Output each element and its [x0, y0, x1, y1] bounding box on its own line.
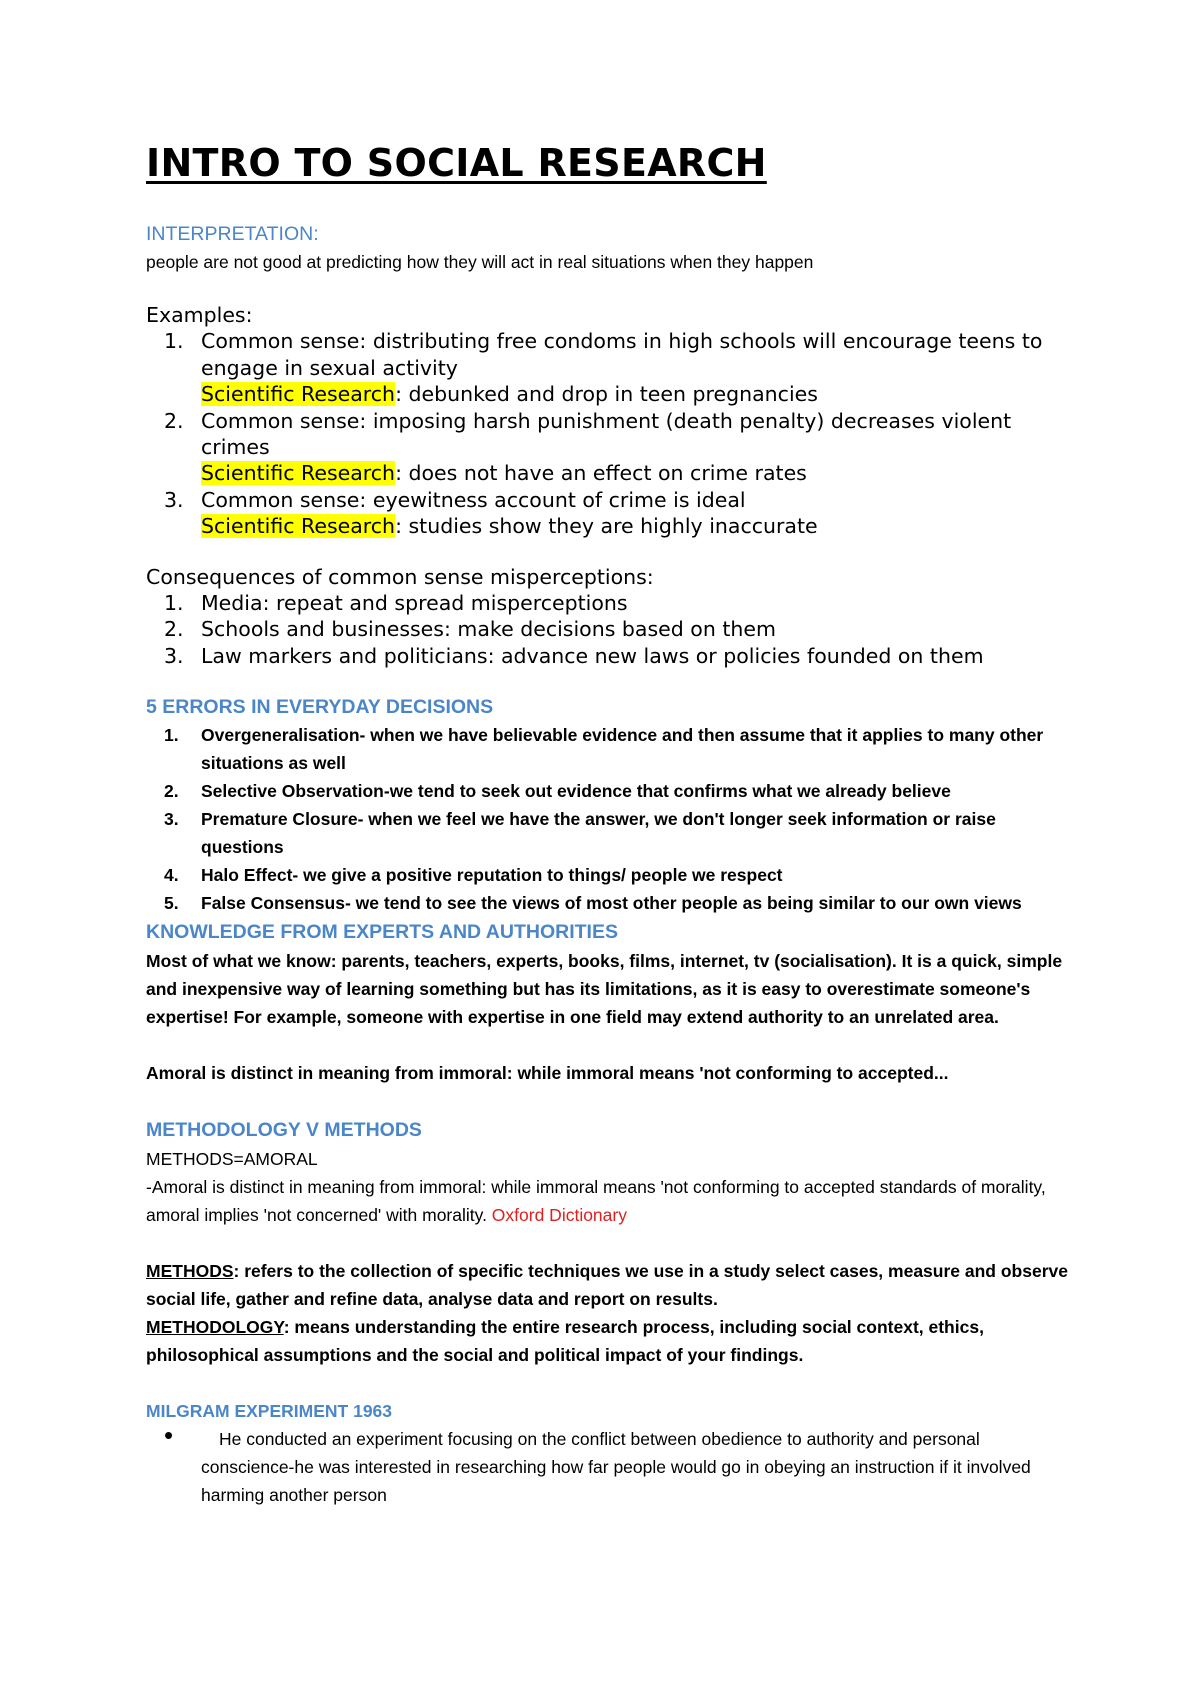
examples-section	[146, 302, 1076, 669]
errors-list	[146, 721, 1076, 917]
error-item: Selective Observation-we tend to seek out evidence that confirms what we already believe	[201, 781, 951, 802]
errors-heading: 5 ERRORS IN EVERYDAY DECISIONS	[146, 696, 494, 719]
consequences-label: Consequences of common sense misperceptions:	[146, 564, 654, 589]
scientific-research-label: Scientific Research	[201, 514, 396, 539]
methodology-label: METHODOLOGY	[146, 1317, 284, 1338]
methodology-heading: METHODOLOGY V METHODS	[146, 1119, 422, 1142]
scientific-research-text: : studies show they are highly inaccurate	[395, 514, 818, 539]
error-item: Premature Closure- when we feel we have the answer, we don't longer seek information or raise questions	[201, 809, 996, 858]
methods-text: : refers to the collection of specific techniques we use in a study select cases, measure and observe social life, gather and refine data, analyse data and report on results.	[146, 1261, 1068, 1310]
milgram-list	[146, 1425, 1076, 1509]
error-item: False Consensus- we tend to see the views of most other people as being similar to our own views	[201, 893, 1022, 914]
milgram-bullet-text: He conducted an experiment focusing on the conflict between obedience to authority and personal conscience-he was interested in researching how far people would go in obeying an instruction if it involved harming another person	[201, 1429, 1031, 1506]
oxford-dictionary-source: Oxford Dictionary	[491, 1205, 627, 1226]
scientific-research-label: Scientific Research	[201, 461, 396, 486]
consequence-item: Law markers and politicians: advance new laws or policies founded on them	[201, 643, 984, 668]
knowledge-heading: KNOWLEDGE FROM EXPERTS AND AUTHORITIES	[146, 921, 618, 944]
document-title: INTRO TO SOCIAL RESEARCH	[146, 141, 767, 185]
error-item: Halo Effect- we give a positive reputation to things/ people we respect	[201, 865, 783, 886]
interpretation-heading: INTERPRETATION:	[146, 223, 319, 245]
scientific-research-text: : debunked and drop in teen pregnancies	[395, 382, 818, 407]
knowledge-text: Most of what we know: parents, teachers, experts, books, films, internet, tv (socialisation). It is a quick, simple and inexpensive way of learning something but has its limitations, as it is easy to overestimate someone's expertise! For example, someone with expertise in one field may extend authority to an unrelated area.	[146, 951, 1063, 1028]
example-common-sense: Common sense: distributing free condoms in high schools will encourage teens to engage in sexual activity	[201, 329, 1043, 380]
document-content	[146, 140, 1076, 1509]
methodology-text: : means understanding the entire research process, including social context, ethics, philosophical assumptions and the social and political impact of your findings.	[146, 1317, 984, 1366]
error-item: Overgeneralisation- when we have believable evidence and then assume that it applies to many other situations as well	[201, 725, 1044, 774]
methodology-definition	[146, 1313, 1076, 1369]
example-item	[201, 408, 1076, 487]
amoral-note: Amoral is distinct in meaning from immoral: while immoral means 'not conforming to accepted...	[146, 1063, 949, 1084]
amoral-definition-text: -Amoral is distinct in meaning from immoral: while immoral means 'not conforming to accepted standards of morality, amoral implies 'not concerned' with morality.	[146, 1177, 1046, 1226]
examples-label: Examples:	[146, 303, 253, 327]
example-common-sense: Common sense: eyewitness account of crime is ideal	[201, 487, 746, 512]
consequence-item: Media: repeat and spread misperceptions	[201, 591, 628, 616]
scientific-research-label: Scientific Research	[201, 382, 396, 407]
example-item	[201, 328, 1076, 407]
methods-label: METHODS	[146, 1261, 234, 1282]
example-item	[201, 487, 1076, 540]
consequence-item: Schools and businesses: make decisions based on them	[201, 617, 776, 642]
scientific-research-text: : does not have an effect on crime rates	[395, 461, 807, 486]
interpretation-text: people are not good at predicting how they will act in real situations when they happen	[146, 252, 814, 272]
examples-list	[146, 328, 1076, 539]
consequences-list	[146, 590, 1076, 669]
milgram-bullet	[201, 1425, 1076, 1509]
milgram-heading: MILGRAM EXPERIMENT 1963	[146, 1401, 393, 1422]
amoral-definition	[146, 1173, 1076, 1229]
example-common-sense: Common sense: imposing harsh punishment (death penalty) decreases violent crimes	[201, 408, 1012, 460]
methods-definition	[146, 1257, 1076, 1313]
methods-amoral-line: METHODS=AMORAL	[146, 1149, 318, 1170]
